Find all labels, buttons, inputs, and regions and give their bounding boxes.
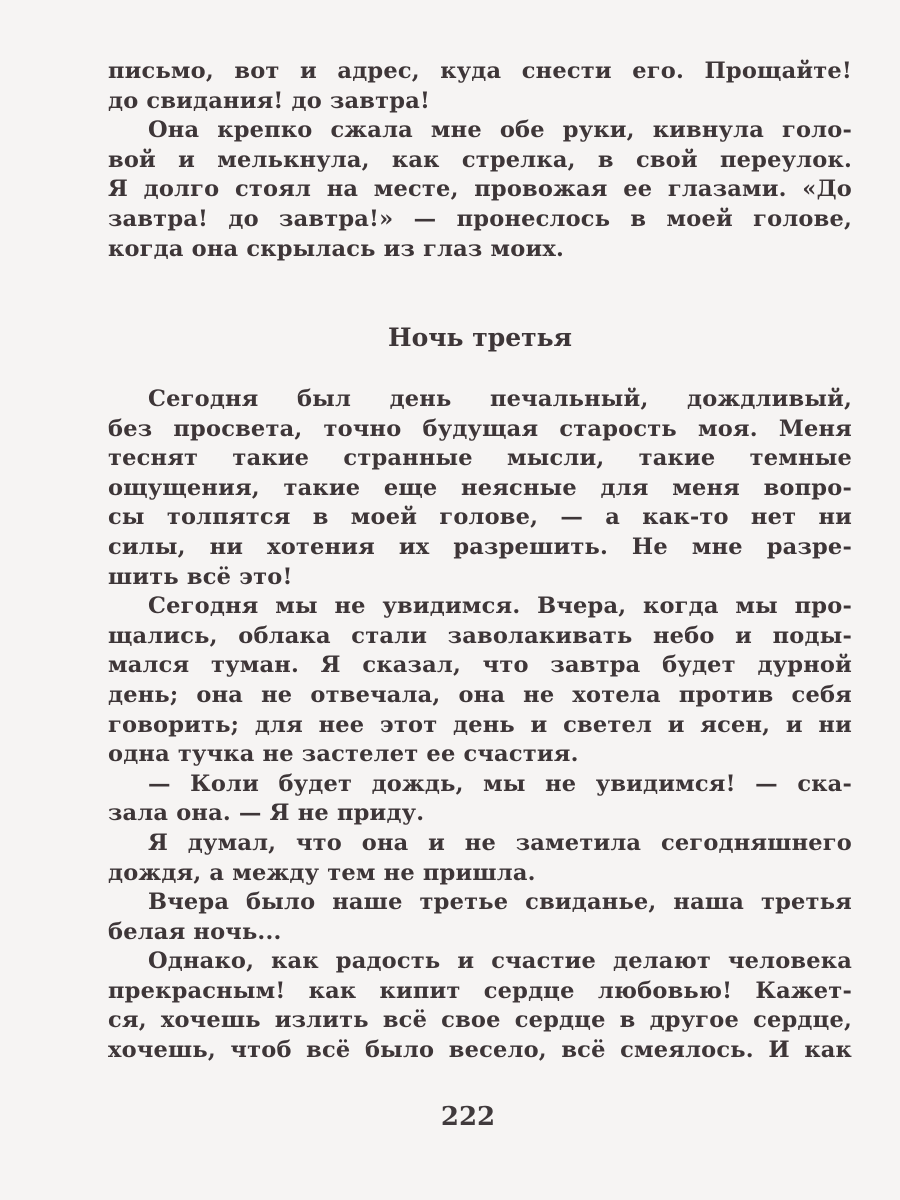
text-line: прекрасным! как кипит сердце любовью! Кажет- (108, 977, 852, 1004)
text-line: письмо, вот и адрес, куда снести его. Прощайте! (108, 58, 852, 84)
text-line: хочешь, чтоб всё было весело, всё смеялось. И как (108, 1037, 852, 1064)
text-line: шить всё это! (108, 563, 293, 590)
paragraph (108, 770, 852, 829)
text-line: без просвета, точно будущая старость моя. Меня (108, 415, 852, 442)
text-line: ся, хочешь излить всё свое сердце в другое сердце, (108, 1007, 852, 1034)
paragraph (108, 57, 852, 116)
text-line: вой и мелькнула, как стрелка, в свой переулок. (108, 146, 852, 173)
text-line: теснят такие странные мысли, такие темные (108, 445, 852, 472)
text-line: силы, ни хотения их разрешить. Не мне разре- (108, 533, 852, 560)
text-line: щались, облака стали заволакивать небо и поды- (108, 622, 852, 649)
text-line: сы толпятся в моей голове, — а как-то нет ни (108, 504, 852, 531)
text-line: мался туман. Я сказал, что завтра будет дурной (108, 652, 852, 679)
text-line: дождя, а между тем не пришла. (108, 859, 536, 886)
text-line: ощущения, такие еще неясные для меня вопро- (108, 474, 852, 501)
text-line: белая ночь... (108, 918, 282, 945)
text-line: когда она скрылась из глаз моих. (108, 235, 565, 262)
paragraph (108, 116, 852, 264)
paragraph (108, 829, 852, 888)
text-line: Я думал, что она и не заметила сегодняшнего (148, 829, 852, 856)
chapter-heading: Ночь третья (387, 323, 573, 352)
paragraph (108, 888, 852, 947)
paragraph (108, 385, 852, 592)
text-line: день; она не отвечала, она не хотела против себя (108, 681, 852, 708)
text-line: Сегодня мы не увидимся. Вчера, когда мы про- (148, 593, 852, 620)
text-line: Вчера было наше третье свиданье, наша третья (148, 889, 852, 916)
text-line: Сегодня был день печальный, дождливый, (148, 386, 852, 412)
page-number: 222 (440, 1102, 496, 1132)
text-section-after-heading (108, 385, 852, 1066)
text-line: одна тучка не застелет ее счастия. (108, 741, 579, 768)
text-line: — Коли будет дождь, мы не увидимся! — ска- (148, 770, 852, 797)
text-line: Однако, как радость и счастие делают человека (148, 948, 852, 975)
paragraph (108, 947, 852, 1065)
text-section-before-heading (108, 57, 852, 264)
text-line: Она крепко сжала мне обе руки, кивнула голо- (148, 117, 852, 144)
text-line: говорить; для нее этот день и светел и ясен, и ни (108, 711, 852, 738)
paragraph (108, 592, 852, 770)
text-line: завтра! до завтра!» — пронеслось в моей голове, (108, 205, 852, 232)
text-line: до свидания! до завтра! (108, 87, 431, 114)
text-line: Я долго стоял на месте, провожая ее глазами. «До (108, 176, 852, 203)
text-line: зала она. — Я не приду. (108, 800, 425, 827)
